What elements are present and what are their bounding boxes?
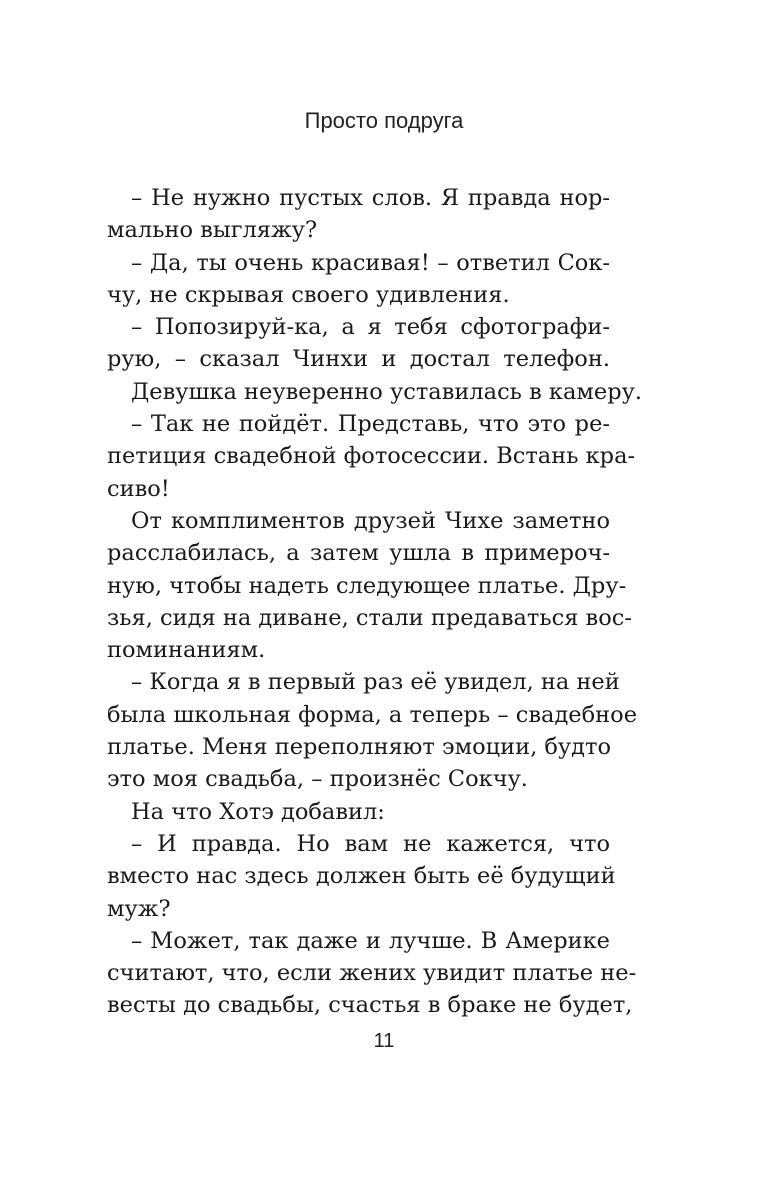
running-title: Просто подруга (304, 108, 464, 133)
text-line: сиво! (107, 475, 170, 502)
text-line: это моя свадьба, – произнёс Сокчу. (107, 766, 528, 793)
text-line: была школьная форма, а теперь – свадебное (107, 701, 638, 728)
text-line: На что Хотэ добавил: (131, 798, 385, 825)
text-line: – Не нужно пустых слов. Я правда нор- (131, 185, 610, 211)
text-line: считают, что, если жених увидит платье не- (107, 960, 637, 987)
text-line: – Да, ты очень красивая! – ответил Сок- (131, 249, 610, 276)
text-line: рую, – сказал Чинхи и достал телефон. (107, 346, 610, 373)
text-line: муж? (107, 895, 171, 922)
body-text (107, 182, 642, 1022)
text-line: платье. Меня переполняют эмоции, будто (107, 734, 612, 761)
text-line: зья, сидя на диване, стали предаваться вос- (107, 604, 632, 631)
text-line: весты до свадьбы, счастья в браке не будет, (107, 992, 633, 1019)
text-line: – Попозируй-ка, а я тебя сфотографи- (131, 314, 610, 341)
text-line: – Так не пойдёт. Представь, что это ре- (131, 411, 610, 438)
text-line: ную, чтобы надеть следующее платье. Дру- (107, 572, 627, 599)
text-line: – Может, так даже и лучше. В Америке (131, 927, 610, 954)
text-line: Девушка неуверенно уставилась в камеру. (131, 378, 642, 405)
text-line: мально выгляжу? (107, 217, 318, 244)
text-line: чу, не скрывая своего удивления. (107, 281, 510, 308)
page-number: 11 (373, 1030, 395, 1052)
text-line: – И правда. Но вам не кажется, что (131, 830, 610, 857)
text-line: От комплиментов друзей Чихе заметно (131, 507, 610, 534)
text-line: вместо нас здесь должен быть её будущий (107, 863, 616, 890)
text-line: – Когда я в первый раз её увидел, на ней (131, 669, 620, 696)
text-line: поминаниям. (107, 637, 266, 664)
text-line: петиция свадебной фотосессии. Встань кра- (107, 443, 636, 470)
text-line: расслабилась, а затем ушла в примероч- (107, 540, 610, 567)
